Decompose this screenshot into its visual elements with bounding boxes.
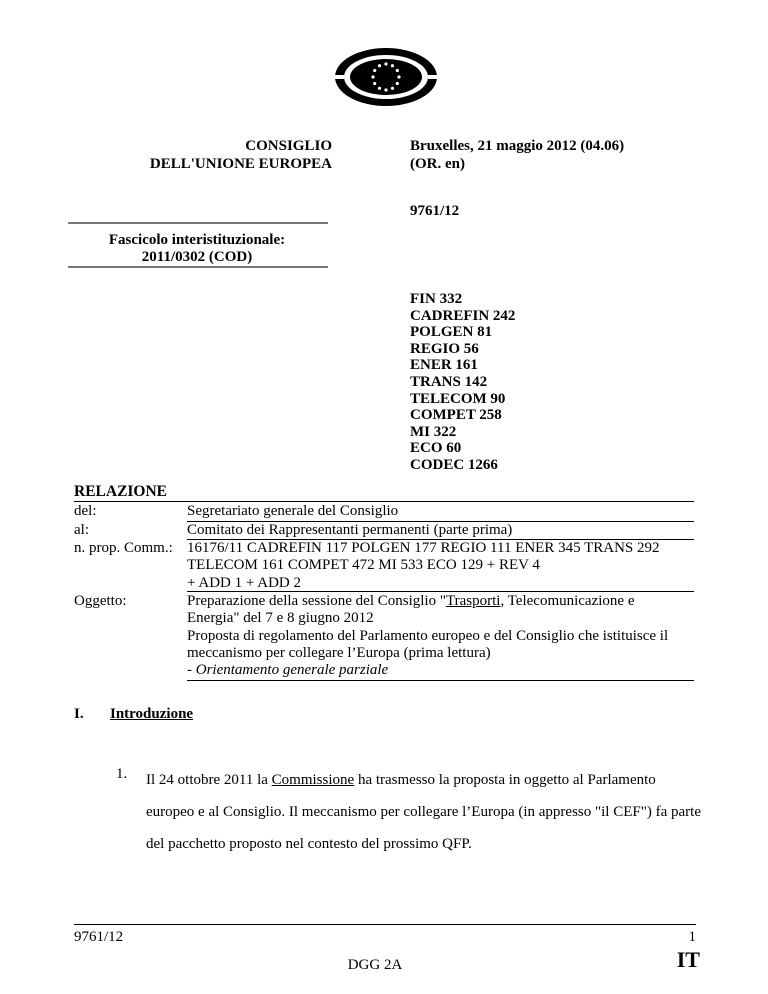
- code-item: COMPET 258: [410, 407, 502, 424]
- fascicolo-value: 2011/0302 (COD): [141, 249, 253, 265]
- paragraph-text-part: ha trasmesso la proposta in oggetto al Parlamento europeo e al Consiglio. Il meccanismo per collegare l’Europa (in appresso "il CEF") fa parte del pacchetto proposto nel contesto del prossimo QFP.: [146, 772, 701, 852]
- subject-line: meccanismo per collegare l’Europa (prima lettura): [187, 644, 491, 661]
- commission-proposal-label: n. prop. Comm.:: [74, 540, 173, 556]
- document-date: Bruxelles, 21 maggio 2012 (04.06): [410, 138, 625, 154]
- footer-department: DGG 2A: [347, 957, 403, 973]
- report-rule-5: [187, 680, 694, 681]
- date-block: [410, 137, 730, 173]
- council-name-line2: DELL'UNIONE EUROPEA: [149, 156, 332, 172]
- footer-rule: [74, 924, 696, 925]
- to-value: Comitato dei Rappresentanti permanenti (parte prima): [187, 522, 513, 538]
- section-number: I.: [74, 706, 84, 722]
- report-rule-1: [74, 501, 694, 502]
- subject-link[interactable]: Trasporti: [445, 593, 501, 609]
- document-number: 9761/12: [410, 203, 460, 219]
- code-item: REGIO 56: [410, 340, 479, 357]
- subject-label: Oggetto:: [74, 593, 127, 609]
- fascicolo-block: [68, 232, 326, 266]
- subject-line: Energia" del 7 e 8 giugno 2012: [187, 610, 374, 627]
- subject-text: , Telecomunicazione e: [500, 593, 635, 609]
- original-language: (OR. en): [410, 156, 465, 172]
- subject-line: - Orientamento generale parziale: [187, 662, 389, 679]
- council-name: [120, 137, 332, 173]
- paragraph-link[interactable]: Commissione: [271, 772, 355, 788]
- commission-proposal-line: 16176/11 CADREFIN 117 POLGEN 177 REGIO 111 ENER 345 TRANS 292: [187, 540, 660, 556]
- code-item: POLGEN 81: [410, 324, 493, 341]
- section-title: Introduzione: [110, 706, 194, 722]
- paragraph-number: 1.: [116, 766, 128, 782]
- to-label: al:: [74, 522, 89, 538]
- code-item: CADREFIN 242: [410, 307, 516, 324]
- fascicolo-label: Fascicolo interistituzionale:: [108, 232, 286, 248]
- code-item: TRANS 142: [410, 373, 488, 390]
- fascicolo-bottom-rule: [68, 266, 328, 268]
- council-logo-icon: [333, 46, 439, 108]
- commission-proposal-line: + ADD 1 + ADD 2: [187, 574, 302, 591]
- footer-language: IT: [676, 947, 700, 972]
- code-item: ECO 60: [410, 440, 462, 457]
- commission-proposal-value: [187, 540, 717, 592]
- subject-text: Preparazione della sessione del Consiglio ": [187, 593, 446, 609]
- from-value: Segretariato generale del Consiglio: [187, 503, 399, 519]
- code-item: FIN 332: [410, 291, 463, 307]
- footer-page-number: 1: [688, 929, 696, 945]
- commission-proposal-line: TELECOM 161 COMPET 472 MI 533 ECO 129 + REV 4: [187, 557, 540, 574]
- code-item: ENER 161: [410, 357, 478, 374]
- report-rule-4: [187, 591, 694, 592]
- code-item: MI 322: [410, 423, 457, 440]
- subject-line: [187, 593, 717, 610]
- paragraph-text-part: Il 24 ottobre 2011 la: [146, 772, 272, 788]
- report-title: RELAZIONE: [74, 483, 168, 500]
- footer-document-number: 9761/12: [74, 929, 124, 945]
- classification-codes: [410, 291, 515, 474]
- fascicolo-top-rule: [68, 222, 328, 224]
- subject-value: [187, 593, 717, 679]
- council-name-line1: CONSIGLIO: [245, 138, 332, 154]
- code-item: CODEC 1266: [410, 456, 498, 473]
- code-item: TELECOM 90: [410, 390, 506, 407]
- subject-line: Proposta di regolamento del Parlamento europeo e del Consiglio che istituisce il: [187, 627, 669, 644]
- paragraph-text: [146, 764, 706, 860]
- from-label: del:: [74, 503, 97, 519]
